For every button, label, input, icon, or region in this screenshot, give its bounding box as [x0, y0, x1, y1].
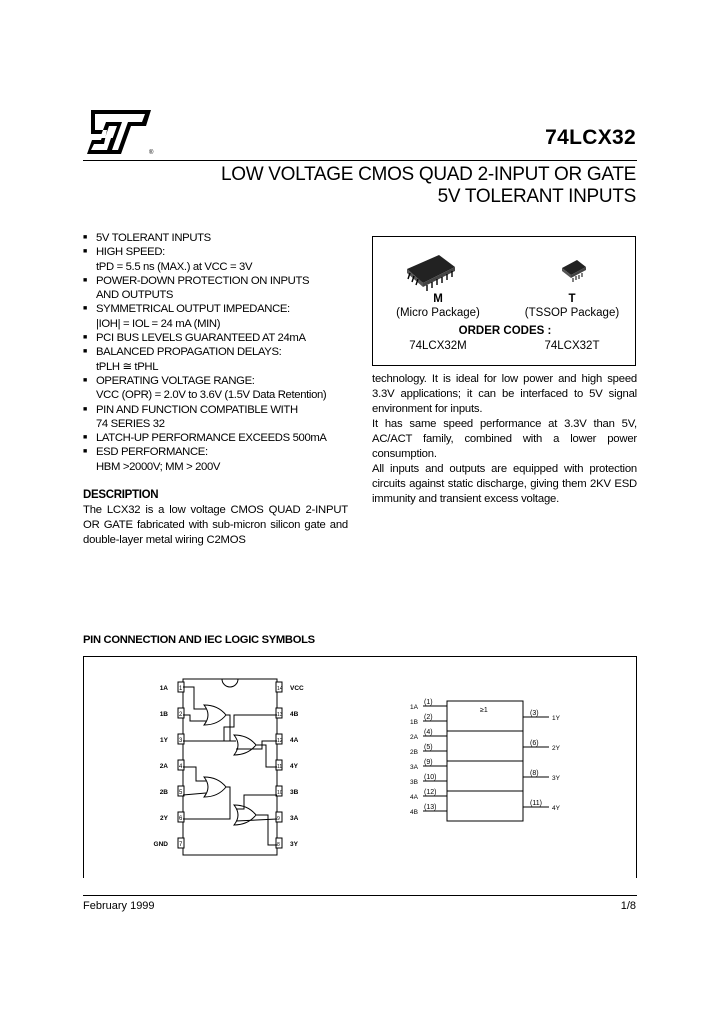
bullet-icon: ■ [83, 305, 87, 313]
iec-output-number: (6) [530, 740, 539, 747]
feature-item [83, 374, 358, 403]
pin-label: 1B [159, 711, 168, 718]
bullet-icon: ■ [83, 434, 87, 442]
iec-or-symbol: ≥1 [480, 707, 488, 714]
bullet-icon: ■ [83, 376, 87, 384]
iec-input-label: 3A [410, 764, 418, 771]
pin-connection-diagram [84, 657, 636, 877]
iec-input-number: (2) [424, 714, 433, 721]
pin-diagram-frame [83, 656, 637, 878]
pin-number: 5 [179, 790, 183, 796]
description-right [372, 372, 637, 507]
description-para2: It has same speed performance at 3.3V than 5V, AC/ACT family, combined with a lower power consumption. [372, 418, 637, 460]
iec-input-number: (12) [424, 789, 437, 796]
iec-input-number: (4) [424, 729, 433, 736]
pin-number: 12 [277, 738, 283, 744]
pin-number: 3 [179, 738, 183, 744]
order-code-t: 74LCX32T [544, 340, 600, 352]
feature-main: BALANCED PROPAGATION DELAYS: [96, 346, 282, 359]
pin-label: 4A [290, 737, 299, 744]
pin-label: 1Y [160, 737, 168, 744]
feature-sub: tPD = 5.5 ns (MAX.) at VCC = 3V [96, 260, 253, 273]
bullet-icon: ■ [83, 276, 87, 284]
feature-sub: |IOH| = IOL = 24 mA (MIN) [96, 317, 221, 330]
footer-rule [83, 895, 637, 896]
pin-label: 4Y [290, 763, 298, 770]
iec-input-label: 1B [410, 719, 418, 726]
or-gates [183, 687, 277, 845]
feature-sub: tPLH ≅ tPHL [96, 360, 159, 373]
iec-output-label: 4Y [552, 805, 560, 812]
feature-main: 5V TOLERANT INPUTS [96, 232, 211, 244]
bullet-icon: ■ [83, 348, 87, 356]
pin-label: VCC [290, 685, 304, 692]
iec-output-label: 1Y [552, 715, 560, 722]
feature-sub: HBM >2000V; MM > 200V [96, 460, 221, 473]
footer-date: February 1999 [83, 900, 155, 912]
bullet-icon: ■ [83, 234, 87, 241]
package-t-letter: T [568, 293, 576, 305]
title-line-1: LOW VOLTAGE CMOS QUAD 2-INPUT OR GATE [220, 164, 636, 185]
description-para3: All inputs and outputs are equipped with protection circuits against static discharge, giving them 2KV ESD immunity and transient excess voltage. [372, 463, 637, 505]
or-gate-2 [204, 777, 226, 797]
iec-input-label: 1A [410, 704, 418, 711]
feature-main: OPERATING VOLTAGE RANGE: [96, 374, 255, 387]
order-code-m: 74LCX32M [409, 340, 467, 352]
iec-input-number: (5) [424, 744, 433, 751]
bullet-icon: ■ [83, 334, 87, 342]
dip-notch [222, 679, 238, 687]
iec-output-number: (11) [530, 800, 542, 807]
feature-main: HIGH SPEED: [96, 246, 165, 259]
bullet-icon: ■ [83, 448, 87, 456]
feature-item [83, 331, 358, 345]
so-package-icon [403, 251, 459, 293]
pin-label: 2A [159, 763, 168, 770]
feature-item [83, 345, 358, 374]
iec-input-number: (9) [424, 759, 433, 766]
dip-body [183, 679, 277, 855]
header-rule [83, 160, 637, 161]
pin-label: 3Y [290, 841, 298, 848]
pin-label: 2Y [160, 815, 168, 822]
iec-output-label: 2Y [552, 745, 560, 752]
feature-list [83, 231, 358, 474]
iec-output-number: (8) [530, 770, 539, 777]
feature-main: POWER-DOWN PROTECTION ON INPUTS [96, 274, 310, 287]
feature-item [83, 431, 358, 445]
title-line-2: 5V TOLERANT INPUTS [437, 186, 636, 207]
pin-number: 14 [277, 686, 283, 692]
description-para1-text: The LCX32 is a low voltage CMOS QUAD 2-INPUT OR GATE fabricated with sub-micron silicon gate and double-layer metal wiring C2MOS [83, 504, 348, 546]
pin-label: 1A [159, 685, 168, 692]
or-gate-4 [234, 735, 256, 755]
feature-main: PCI BUS LEVELS GUARANTEED AT 24mA [96, 332, 306, 345]
iec-input-label: 2A [410, 734, 418, 741]
feature-sub: VCC (OPR) = 2.0V to 3.6V (1.5V Data Retention) [96, 389, 327, 402]
pin-number: 6 [179, 816, 183, 822]
package-m-letter: M [433, 293, 443, 305]
svg-text:®: ® [149, 150, 154, 156]
or-gate-3 [234, 805, 256, 825]
description-heading: DESCRIPTION [83, 489, 159, 501]
iec-input-number: (1) [424, 699, 433, 706]
order-codes-heading: ORDER CODES : [458, 325, 552, 337]
pin-number: 13 [277, 712, 283, 718]
feature-item [83, 445, 358, 474]
pin-number: 4 [179, 764, 183, 770]
feature-item [83, 302, 358, 331]
feature-item [83, 245, 358, 274]
feature-sub: AND OUTPUTS [96, 289, 174, 302]
iec-logic-symbol [447, 701, 523, 821]
package-box [372, 236, 636, 366]
pin-number: 10 [277, 790, 283, 796]
pin-label: GND [153, 841, 168, 848]
feature-main: LATCH-UP PERFORMANCE EXCEEDS 500mA [96, 432, 327, 445]
feature-main: ESD PERFORMANCE: [96, 446, 208, 459]
tssop-package-icon [559, 257, 589, 285]
package-m-name: (Micro Package) [396, 307, 480, 319]
st-logo [83, 104, 155, 160]
iec-output-number: (3) [530, 710, 539, 717]
pin-number: 11 [277, 764, 283, 770]
iec-input-label: 2B [410, 749, 418, 756]
pin-number: 8 [277, 842, 280, 848]
iec-input-label: 4B [410, 809, 418, 816]
feature-item [83, 274, 358, 303]
part-number: 74LCX32 [545, 126, 636, 149]
feature-main: PIN AND FUNCTION COMPATIBLE WITH [96, 403, 298, 416]
pin-number: 9 [277, 816, 280, 822]
feature-sub: 74 SERIES 32 [96, 417, 165, 430]
pin-number: 1 [179, 686, 183, 692]
feature-main: SYMMETRICAL OUTPUT IMPEDANCE: [96, 303, 290, 316]
iec-input-number: (10) [424, 774, 437, 781]
pin-label: 4B [290, 711, 299, 718]
iec-input-number: (13) [424, 804, 437, 811]
description-para1 [83, 503, 348, 548]
description-para1-cont: technology. It is ideal for low power and high speed 3.3V applications; it can be interfaced to 5V signal environment for inputs. [372, 373, 637, 415]
footer-page: 1/8 [620, 900, 636, 912]
pin-number: 2 [179, 712, 183, 718]
pin-section-heading: PIN CONNECTION AND IEC LOGIC SYMBOLS [83, 634, 315, 646]
pin-label: 3A [290, 815, 299, 822]
feature-item [83, 403, 358, 432]
iec-output-label: 3Y [552, 775, 560, 782]
iec-input-label: 4A [410, 794, 418, 801]
pin-label: 3B [290, 789, 299, 796]
bullet-icon: ■ [83, 248, 87, 256]
bullet-icon: ■ [83, 405, 87, 413]
iec-input-label: 3B [410, 779, 418, 786]
package-t-name: (TSSOP Package) [524, 307, 620, 319]
or-gate-1 [204, 705, 226, 725]
pin-number: 7 [179, 842, 183, 848]
pin-label: 2B [159, 789, 168, 796]
feature-item [83, 231, 358, 245]
